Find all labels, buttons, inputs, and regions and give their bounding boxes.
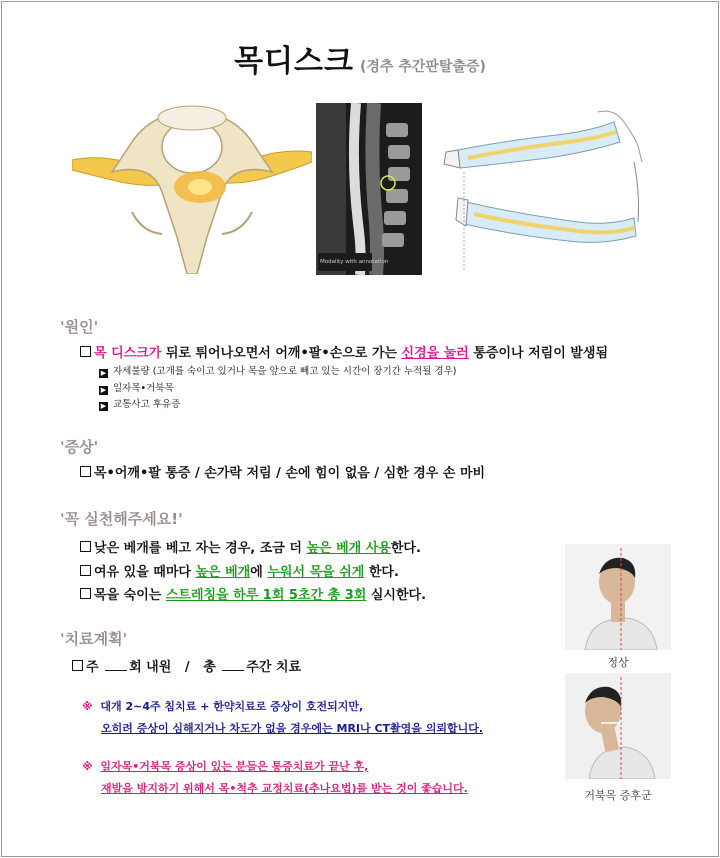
symptom-heading: '증상' — [60, 438, 99, 456]
vertebra-illustration — [72, 102, 312, 274]
checkbox-icon — [80, 541, 91, 552]
practice-highlight: 스트레칭을 하루 1회 5초간 총 3회 — [165, 588, 367, 603]
cause-item — [99, 380, 174, 395]
cause-text-2: 통증이나 저림이 발생됨 — [468, 346, 609, 361]
cause-item-text: 교통사고 후유증 — [113, 399, 181, 410]
weeks-blank[interactable] — [222, 670, 244, 671]
checkbox-icon — [80, 346, 91, 357]
note-1-line-2: 오히려 증상이 심해지거나 차도가 없을 경우에는 MRI나 CT촬영을 의뢰합니다. — [101, 722, 484, 735]
practice-text: 에 — [250, 565, 268, 580]
checkbox-icon — [80, 466, 91, 477]
symptom-line — [80, 462, 485, 481]
bullet-icon: ▶ — [100, 369, 107, 377]
note-mark: ※ — [82, 760, 93, 773]
plan-text: 총 — [203, 660, 216, 675]
practice-line-1 — [80, 537, 421, 556]
practice-highlight: 높은 베개 — [195, 565, 251, 580]
practice-heading: '꼭 실천해주세요!' — [60, 510, 183, 528]
title-sub: (경추 추간판탈출증) — [360, 59, 486, 75]
practice-text: 한다. — [364, 565, 399, 580]
cause-item — [99, 363, 456, 378]
plan-heading: '치료계획' — [60, 630, 128, 648]
practice-highlight: 높은 베개 사용 — [306, 541, 391, 556]
bullet-icon: ▶ — [100, 402, 107, 410]
checkbox-icon — [72, 660, 83, 671]
page-title — [0, 36, 720, 80]
cause-item-text: 일자목•거북목 — [113, 383, 174, 394]
plan-text: 주간 치료 — [246, 660, 302, 675]
practice-text: 목을 숙이는 — [94, 588, 166, 603]
practice-line-3 — [80, 584, 426, 603]
practice-text: 여유 있을 때마다 — [94, 565, 196, 580]
practice-line-2 — [80, 561, 399, 580]
turtle-neck-photo — [565, 673, 671, 779]
cause-disc-text: 목 디스크가 — [94, 346, 162, 361]
cause-item — [99, 396, 180, 411]
normal-posture-photo — [565, 544, 671, 650]
cause-heading: '원인' — [60, 318, 99, 336]
mri-image — [316, 103, 422, 275]
note-mark: ※ — [82, 700, 93, 713]
note-2-line-2: 재발을 방지하기 위해서 목•척추 교정치료(추나요법)를 받는 것이 좋습니다. — [101, 782, 468, 795]
practice-highlight: 누워서 목을 쉬게 — [267, 565, 365, 580]
plan-text: 주 — [86, 660, 99, 675]
note-text: 일자목•거북목 증상이 있는 분들은 통증치료가 끝난 후, — [100, 760, 369, 773]
practice-text: 낮은 베개를 베고 자는 경우, 조금 더 — [94, 541, 307, 556]
note-2-line-1 — [82, 758, 368, 774]
plan-separator: / — [184, 660, 190, 675]
checkbox-icon — [80, 588, 91, 599]
note-text: 대개 2~4주 침치료 + 한약치료로 증상이 호전되지만, — [100, 700, 364, 713]
bullet-icon: ▶ — [100, 386, 107, 394]
checkbox-icon — [80, 565, 91, 576]
plan-line — [72, 656, 301, 675]
normal-caption: 정상 — [607, 656, 629, 669]
practice-text: 실시한다. — [366, 588, 427, 603]
practice-text: 한다. — [390, 541, 421, 556]
mri-caption: Modality with annotation — [320, 259, 389, 265]
cause-item-text: 자세불량 (고개를 숙이고 있거나 목을 앞으로 빼고 있는 시간이 장기간 누적될 경우) — [113, 366, 457, 377]
visits-blank[interactable] — [105, 670, 127, 671]
cause-text-1: 뒤로 튀어나오면서 어깨•팔•손으로 가는 — [161, 346, 402, 361]
turtle-neck-caption: 거북목 증후군 — [584, 789, 652, 802]
note-1-line-1 — [82, 698, 363, 714]
cause-nerve-text: 신경을 눌러 — [401, 346, 469, 361]
symptom-text: 목•어깨•팔 통증 / 손가락 저림 / 손에 힘이 없음 / 심한 경우 손 마비 — [94, 466, 486, 481]
cause-line — [80, 342, 608, 361]
plan-text: 회 내원 — [129, 660, 172, 675]
title-main: 목디스크 — [234, 44, 355, 79]
arm-nerve-illustration — [438, 102, 650, 274]
